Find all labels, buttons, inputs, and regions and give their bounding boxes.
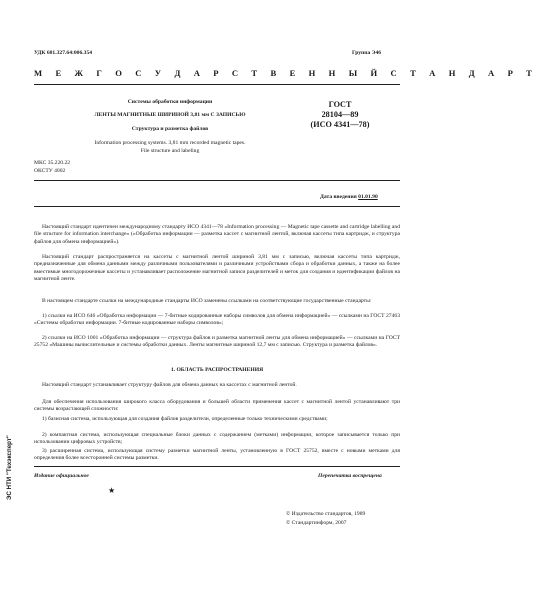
english-title-line-2: File structure and labeling <box>140 148 200 154</box>
introduction-date <box>320 194 378 201</box>
paragraph-3: В настоящем стандарте ссылки на международные стандарты ИСО заменены ссылками на соответствующие государственные стандарты: <box>42 298 372 304</box>
official-edition: Издание официальное <box>34 473 89 479</box>
paragraph-2: Настоящий стандарт распространяется на кассеты с магнитной лентой шириной 3,81 мм с записью, включая кассеты типа картридж, предназначенные для обмена данными между различными пользователями и различными устройствами сбора и обработки данных, а также на более вместимые многодорожечные кассеты и устанавливает расположение магнитной записи разделителей и меток для создания и идентификации файлов на магнитной ленте. <box>34 254 400 282</box>
okstu-code: ОКСТУ 4002 <box>34 168 66 174</box>
group-code: Группа Э46 <box>352 50 382 56</box>
header-rule <box>34 84 400 85</box>
paragraph-1: Настоящий стандарт идентичен международному стандарту ИСО 4341—78 «Information processing — Magnetic tape cassette and cartridge labelling and file structure for information interchange» («Обработка информации — разметка кассет с магнитной лентой, включая кассеты типа картридж, и структура файлов для обмена информацией»). <box>34 224 400 245</box>
main-title: ЛЕНТЫ МАГНИТНЫЕ ШИРИНОЙ 3,81 мм С ЗАПИСЬЮ <box>94 112 246 118</box>
introduction-date-label: Дата введения <box>320 194 357 200</box>
gost-number: 28104—89 <box>321 110 359 119</box>
paragraph-5: 2) ссылки на ИСО 1001 «Обработка информации — структура файлов и разметка магнитной ленты для обмена информацией» — ссылками на ГОСТ 25752 «Машины вычислительные и системы обработки данных. Ленты магнитные шириной 12,7 мм с записью. Структура и разметка файлов». <box>34 335 400 349</box>
subtitle: Структура и разметка файлов <box>131 126 209 132</box>
standard-type-title: М Е Ж Г О С У Д А Р С Т В Е Н Н Ы Й С Т А Н Д А Р Т <box>34 68 538 78</box>
english-title-line-1: Information processing systems. 3,81 mm recorded magnetic tapes. <box>94 140 246 146</box>
paragraph-8: 1) базисная система, использующая для создания файлов разделители, определенные только техническими средствами; <box>42 416 328 422</box>
copyright-1989: © Издательство стандартов, 1989 <box>286 511 366 517</box>
paragraph-10: 3) расширенная система, использующая систему разметки магнитной ленты, установленную в ГОСТ 25752, вместе с новыми метками для определения более всесторонней системы разметки. <box>34 448 400 462</box>
paragraph-6: Настоящий стандарт устанавливает структуру файлов для обмена данных на кассетах с магнитной лентой. <box>42 382 297 388</box>
udk-code: УДК 681.327.64:006.354 <box>34 50 93 56</box>
reprint-prohibited: Перепечатка воспрещена <box>318 473 382 479</box>
gost-label: ГОСТ <box>328 100 352 109</box>
paragraph-7: Для обеспечения использования широкого класса оборудования и большей области применения кассет с магнитной лентой устанавливают три системы возрастающей сложности: <box>34 399 400 413</box>
series-title: Системы обработки информации <box>127 99 213 105</box>
paragraph-4: 1) ссылки на ИСО 646 «Обработка информации — 7-битные кодированные наборы символов для обмена информацией» — ссылками на ГОСТ 27463 «Системы обработки информации. 7-битные кодированные наборы символов»; <box>34 313 400 327</box>
mks-code: МКС 35.220.22 <box>34 160 71 166</box>
iso-number: (ИСО 4341—78) <box>310 120 370 129</box>
side-watermark-text: ЭС НТИ "Техэксперт" <box>6 435 13 500</box>
star-mark: ★ <box>108 486 116 495</box>
paragraph-9: 2) компактная система, использующая специальные блоки данных с содержанием (метками) информации, которое записывается только при использовании цифровых устройств; <box>34 432 400 446</box>
date-rule <box>34 206 400 207</box>
introduction-date-value: 01.01.90 <box>358 194 378 200</box>
title-rule <box>34 180 400 181</box>
section-heading: 1. ОБЛАСТЬ РАСПРОСТРАНЕНИЯ <box>170 367 264 373</box>
footer-rule <box>34 466 400 467</box>
copyright-2007: © Стандартинформ, 2007 <box>286 520 347 526</box>
